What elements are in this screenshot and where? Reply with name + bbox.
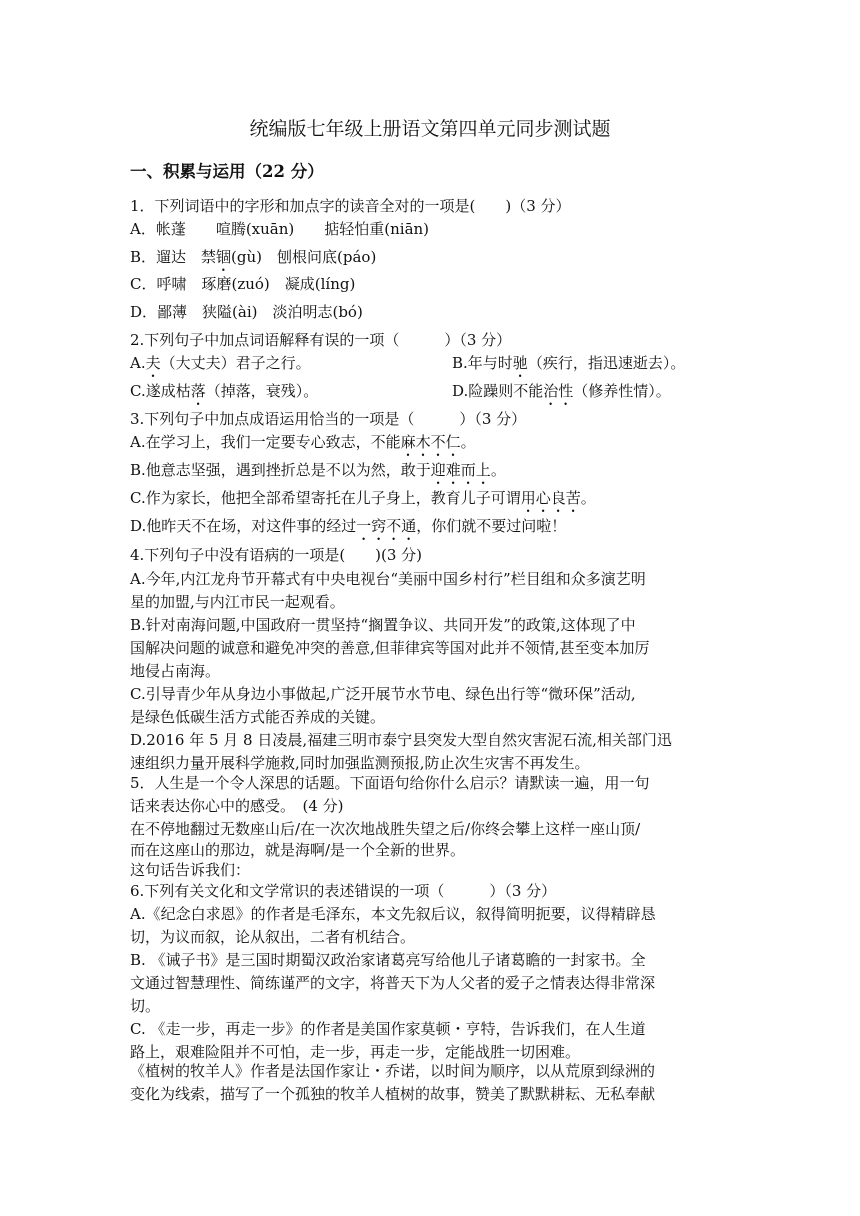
emphasis-dot: 性 <box>558 382 574 400</box>
q3-option-c: C.作为家长，他把全部希望寄托在儿子身上，教育儿子可谓用心良苦。 <box>130 489 596 507</box>
q1-option-b: B．遛达 禁锢(gù) 刨根问底(páo) <box>130 248 377 266</box>
q2-option-a: A.夫（大丈夫）君子之行。 <box>130 354 311 372</box>
q2-stem: 2.下列句子中加点词语解释有误的一项（ ）（3 分） <box>130 331 512 349</box>
q1-option-c: C．呼啸 琢磨(zuó) 凝成(líng) <box>130 275 356 293</box>
emphasis-dot: 麻木不仁 <box>400 433 461 451</box>
q4-line: A.今年,内江龙舟节开幕式有中央电视台“美丽中国乡村行”栏目组和众多演艺明 <box>130 570 646 588</box>
q3-stem: 3.下列句子中加点成语运用恰当的一项是（ ）（3 分） <box>130 410 527 428</box>
q1-option-d: D．鄙薄 狭隘(ài) 淡泊明志(bó) <box>130 303 363 321</box>
q6-line: 切，为议而叙，论从叙出，二者有机结合。 <box>130 928 416 946</box>
emphasis-dot: 一窍不通 <box>356 517 417 535</box>
q6-line: 文通过智慧理性、简练谨严的文字，将普天下为人父者的爱子之情表达得非常深 <box>130 974 656 992</box>
q3-option-a: A.在学习上，我们一定要专心致志，不能麻木不仁。 <box>130 433 476 451</box>
q1-option-a: A．帐蓬 喧腾(xuān) 掂轻怕重(niān) <box>130 220 430 238</box>
emphasis-dot: 治 <box>543 382 559 400</box>
q4-line: 国解决问题的诚意和避免冲突的善意,但菲律宾等国对此并不领情,甚至变本加厉 <box>130 639 650 657</box>
q6-stem: 6.下列有关文化和文学常识的表述错误的一项（ ）（3 分） <box>130 882 557 900</box>
emphasis-dot: 驰 <box>512 354 528 372</box>
q4-line: 地侵占南海。 <box>130 662 221 680</box>
section-heading: 一、积累与运用（22 分） <box>130 162 324 181</box>
q4-stem: 4.下列句子中没有语病的一项是( )(3 分) <box>130 546 423 564</box>
q2-option-c: C.遂成枯落（掉落，衰残）。 <box>130 382 319 400</box>
q4-line: D.2016 年 5 月 8 日凌晨,福建三明市泰宁县突发大型自然灾害泥石流,相关部门迅 <box>130 731 672 749</box>
q5-line: 而在这座山的那边，就是海啊/是一个全新的世界。 <box>130 841 466 859</box>
emphasis-dot: 落 <box>190 382 206 400</box>
q4-line: 是绿色低碳生活方式能否养成的关键。 <box>130 708 386 726</box>
q3-option-b: B.他意志坚强，遇到挫折总是不以为然，敢于迎难而上。 <box>130 461 506 479</box>
q6-line: A.《纪念白求恩》的作者是毛泽东，本文先叙后议，叙得简明扼要，议得精辟恳 <box>130 905 656 923</box>
q6-line: 变化为线索，描写了一个孤独的牧羊人植树的故事，赞美了默默耕耘、无私奉献 <box>130 1085 656 1103</box>
q6-line: B. 《诫子书》是三国时期蜀汉政治家诸葛亮写给他儿子诸葛瞻的一封家书。全 <box>130 951 646 969</box>
q4-line: 星的加盟,与内江市民一起观看。 <box>130 593 345 611</box>
q6-line: C. 《走一步，再走一步》的作者是美国作家莫顿・亨特，告诉我们，在人生道 <box>130 1020 646 1038</box>
q5-answer-prompt: 这句话告诉我们： <box>130 861 251 879</box>
emphasis-dot: 用心良苦 <box>520 489 581 507</box>
emphasis-dot: 迎难而上 <box>430 461 491 479</box>
q4-line: C.引导青少年从身边小事做起,广泛开展节水节电、绿色出行等“微环保”活动, <box>130 685 636 703</box>
q6-line: 路上，艰难险阻并不可怕，走一步，再走一步，定能战胜一切困难。 <box>130 1043 581 1061</box>
q5-line: 在不停地翻过无数座山后/在一次次地战胜失望之后/你终会攀上这样一座山顶/ <box>130 820 641 838</box>
emphasis-dot: 夫 <box>145 354 161 372</box>
q6-line: 切。 <box>130 997 161 1015</box>
q2-option-d: D.险躁则不能治性（修养性情）。 <box>452 382 671 400</box>
q4-line: B.针对南海问题,中国政府一贯坚持“搁置争议、共同开发”的政策,这体现了中 <box>130 616 636 634</box>
emphasis-dot: 锢 <box>216 248 232 266</box>
q5-line: 话来表达你心中的感受。 (4 分) <box>130 797 344 815</box>
q6-line: 《植树的牧羊人》作者是法国作家让・乔诺，以时间为顺序，以从荒原到绿洲的 <box>130 1062 656 1080</box>
q3-option-d: D.他昨天不在场，对这件事的经过一窍不通，你们就不要过问啦！ <box>130 517 567 535</box>
q5-line: 5．人生是一个令人深思的话题。下面语句给你什么启示？请默读一遍，用一句 <box>130 774 650 792</box>
q1-stem: 1．下列词语中的字形和加点字的读音全对的一项是( )（3 分） <box>130 197 571 215</box>
page-title: 统编版七年级上册语文第四单元同步测试题 <box>249 118 611 140</box>
q4-line: 速组织力量开展科学施救,同时加强监测预报,防止次生灾害不再发生。 <box>130 754 590 772</box>
q2-option-b: B.年与时驰（疾行，指迅速逝去）。 <box>452 354 686 372</box>
